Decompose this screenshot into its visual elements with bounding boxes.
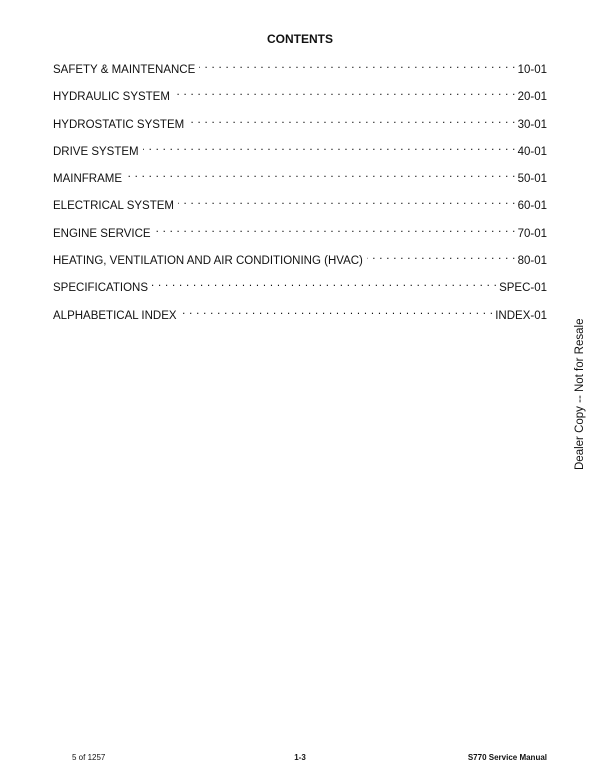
toc-entry[interactable]: [53, 86, 547, 113]
toc-entry-label: MAINFRAME: [53, 173, 122, 186]
toc-leader-dots: [126, 168, 516, 182]
toc-entry-page: 10-01: [517, 64, 547, 76]
page-count: 5 of 1257: [72, 753, 106, 762]
toc-entry-page: 80-01: [517, 255, 547, 268]
toc-entry-page: 70-01: [517, 227, 547, 240]
toc-entry-label: ELECTRICAL SYSTEM: [53, 200, 174, 213]
toc-entry-label: DRIVE SYSTEM: [53, 145, 139, 158]
toc-entry-page: 50-01: [517, 173, 547, 186]
toc-entry[interactable]: [53, 223, 547, 250]
toc-leader-dots: [155, 223, 516, 237]
toc-entry-label: HEATING, VENTILATION AND AIR CONDITIONING (HVAC): [53, 255, 363, 268]
toc-entry[interactable]: [53, 141, 547, 168]
toc-entry-label: HYDRAULIC SYSTEM: [53, 91, 170, 104]
toc-entry[interactable]: [53, 250, 547, 277]
manual-name: S770 Service Manual: [467, 753, 547, 762]
page-footer: [0, 753, 600, 767]
page-number: 1-3: [294, 753, 306, 762]
toc-leader-dots: [174, 86, 516, 100]
toc-entry-label: ALPHABETICAL INDEX: [53, 309, 177, 322]
toc-leader-dots: [143, 141, 516, 155]
toc-entry[interactable]: [53, 59, 547, 86]
toc-entry[interactable]: [53, 195, 547, 222]
toc-entry[interactable]: [53, 114, 547, 141]
dealer-copy-watermark: Dealer Copy -- Not for Resale: [574, 318, 586, 470]
toc-leader-dots: [367, 250, 516, 264]
toc-entry[interactable]: [53, 168, 547, 195]
toc-leader-dots: [178, 195, 516, 209]
toc-leader-dots: [181, 305, 494, 319]
page-title: CONTENTS: [267, 32, 333, 46]
toc-entry-label: ENGINE SERVICE: [53, 227, 151, 240]
toc-entry-page: 30-01: [517, 118, 547, 131]
toc-entry-label: SAFETY & MAINTENANCE: [53, 64, 196, 76]
table-of-contents: [53, 59, 547, 332]
toc-entry-page: 20-01: [517, 91, 547, 104]
toc-entry-page: 40-01: [517, 145, 547, 158]
toc-entry-label: HYDROSTATIC SYSTEM: [53, 118, 185, 131]
toc-entry-label: SPECIFICATIONS: [53, 282, 148, 295]
toc-leader-dots: [152, 277, 497, 291]
toc-leader-dots: [188, 114, 515, 128]
toc-entry-page: INDEX-01: [495, 309, 547, 322]
toc-leader-dots: [199, 59, 515, 73]
toc-entry-page: 60-01: [517, 200, 547, 213]
toc-entry-page: SPEC-01: [499, 282, 547, 295]
toc-entry[interactable]: [53, 305, 547, 332]
toc-entry[interactable]: [53, 277, 547, 304]
